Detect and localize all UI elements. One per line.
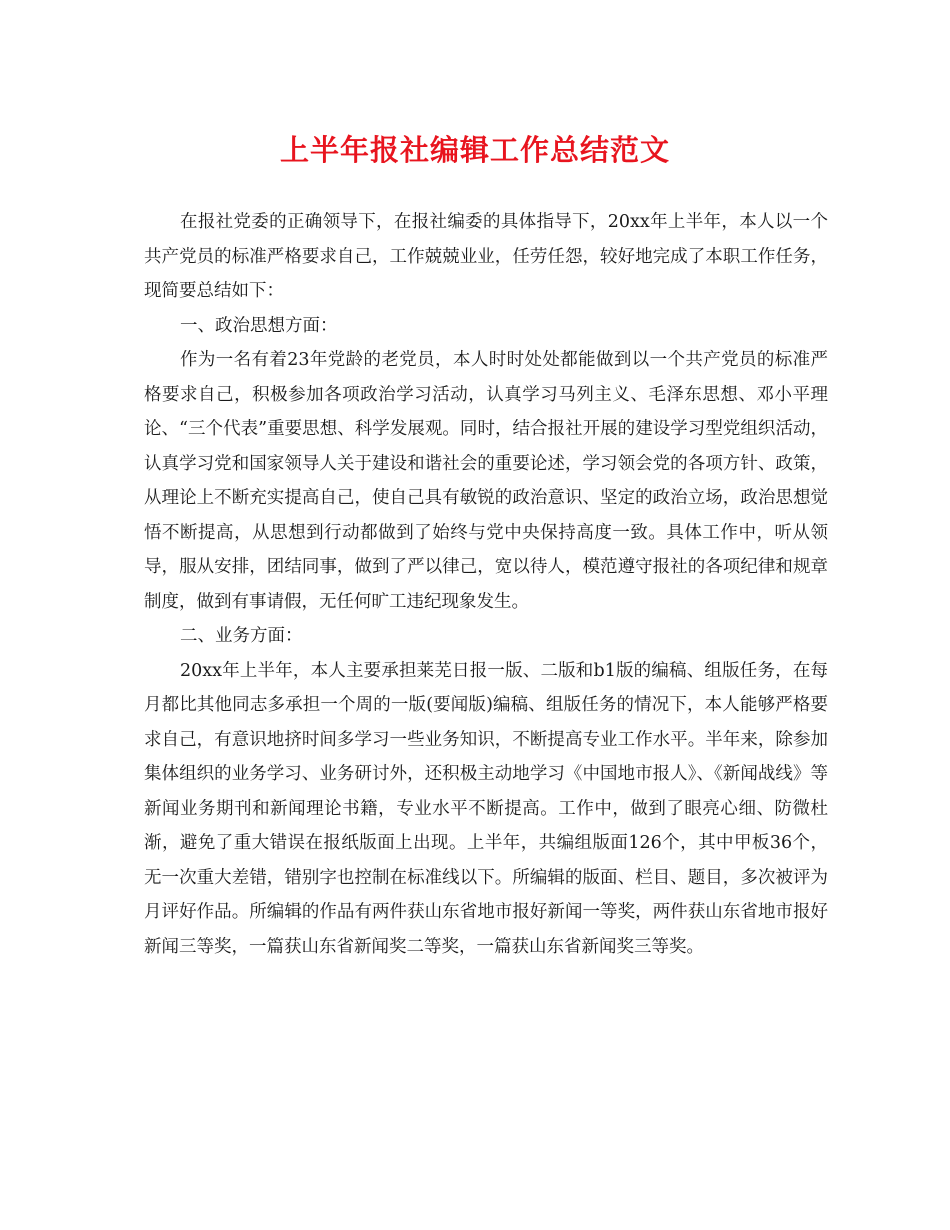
document-title: 上半年报社编辑工作总结范文 (279, 133, 670, 167)
document-body (144, 205, 828, 964)
business-paragraph: 20xx年上半年，本人主要承担莱芜日报一版、二版和b1版的编稿、组版任务，在每月都比其他同志多承担一个周的一版(要闻版)编稿、组版任务的情况下，本人能够严格要求自己，有意识地挤时间多学习一些业务知识，不断提高专业工作水平。半年来，除参加集体组织的业务学习、业务研讨外，还积极主动地学习《中国地市报人》、《新闻战线》等新闻业务期刊和新闻理论书籍，专业水平不断提高。工作中，做到了眼亮心细、防微杜渐，避免了重大错误在报纸版面上出现。上半年，共编组版面126个，其中甲板36个，无一次重大差错，错别字也控制在标准线以下。所编辑的版面、栏目、题目，多次被评为月评好作品。所编辑的作品有两件获山东省地市报好新闻一等奖，两件获山东省地市报好新闻三等奖，一篇获山东省新闻奖二等奖，一篇获山东省新闻奖三等奖。 (144, 660, 828, 957)
section-heading-political: 一、政治思想方面： (180, 315, 338, 336)
political-paragraph: 作为一名有着23年党龄的老党员，本人时时处处都能做到以一个共产党员的标准严格要求自己，积极参加各项政治学习活动，认真学习马列主义、毛泽东思想、邓小平理论、“三个代表”重要思想、科学发展观。同时，结合报社开展的建设学习型党组织活动，认真学习党和国家领导人关于建设和谐社会的重要论述，学习领会党的各项方针、政策，从理论上不断充实提高自己，使自己具有敏锐的政治意识、坚定的政治立场，政治思想觉悟不断提高，从思想到行动都做到了始终与党中央保持高度一致。具体工作中，听从领导，服从安排，团结同事，做到了严以律己，宽以待人，模范遵守报社的各项纪律和规章制度，做到有事请假，无任何旷工违纪现象发生。 (144, 350, 828, 612)
intro-paragraph: 在报社党委的正确领导下，在报社编委的具体指导下，20xx年上半年，本人以一个共产党员的标准严格要求自己，工作兢兢业业，任劳任怨，较好地完成了本职工作任务，现简要总结如下： (144, 212, 828, 301)
section-heading-business: 二、业务方面： (180, 626, 303, 646)
